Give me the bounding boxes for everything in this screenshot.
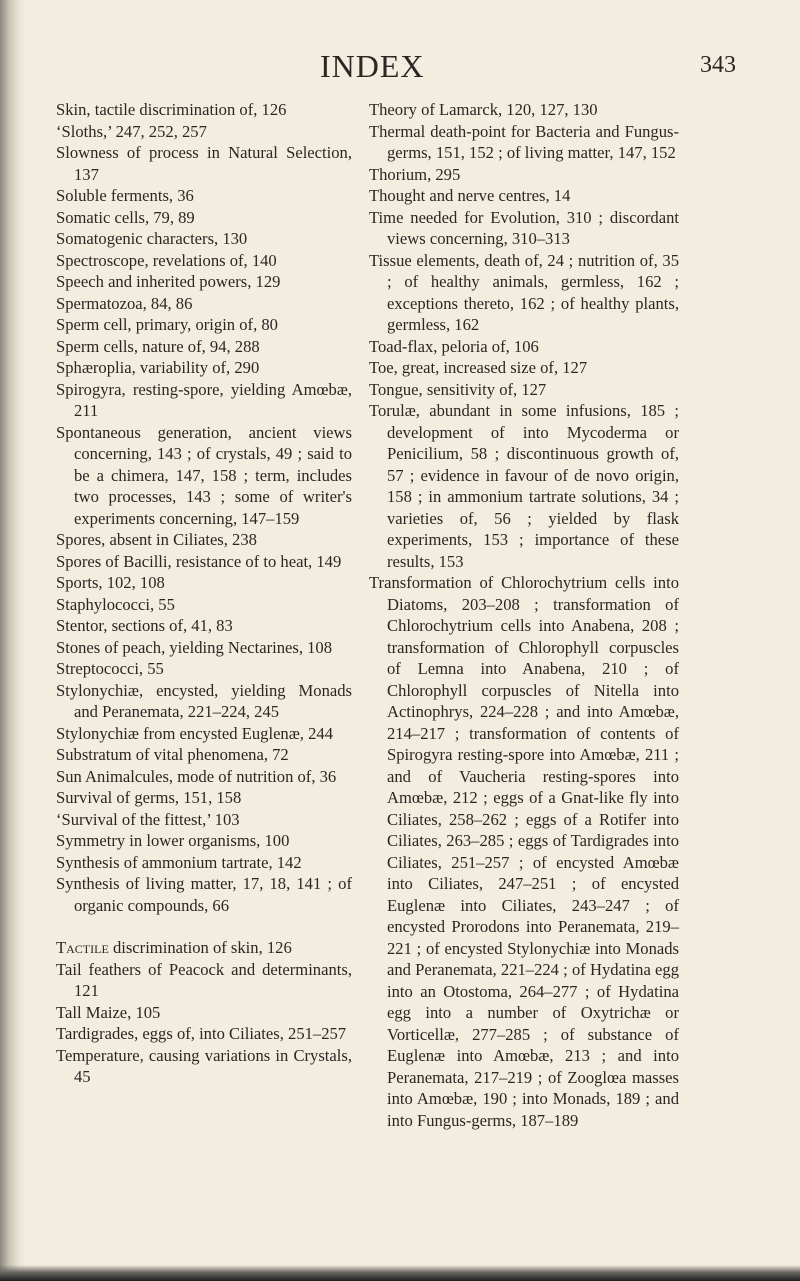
index-entry bbox=[56, 293, 352, 315]
index-entry bbox=[56, 551, 352, 573]
index-entry bbox=[56, 766, 352, 788]
index-entry-text: Survival of germs, 151, 158 bbox=[56, 788, 242, 807]
index-entry-text: Speech and inherited powers, 129 bbox=[56, 272, 281, 291]
index-entry-text: Sperm cells, nature of, 94, 288 bbox=[56, 336, 260, 356]
index-entry bbox=[369, 207, 679, 250]
index-entry bbox=[56, 744, 352, 766]
index-entry-text: Staphylococci, 55 bbox=[56, 594, 175, 614]
index-entry-text: Tardigrades, eggs of, into Ciliates, 251–257 bbox=[56, 1024, 347, 1043]
index-entry-text: Stylonychiæ from encysted Euglenæ, 244 bbox=[56, 723, 333, 743]
index-entry bbox=[56, 1023, 352, 1045]
index-column-left bbox=[56, 99, 352, 1088]
index-entry-text: Skin, tactile discrimination of, 126 bbox=[56, 100, 287, 119]
index-entry bbox=[56, 873, 352, 916]
index-entry-text: Soluble ferments, 36 bbox=[56, 186, 194, 205]
index-entry-text: Stylonychiæ, encysted, yielding Monads and Peranemata, 221–224, 245 bbox=[56, 680, 352, 721]
page-number: 343 bbox=[700, 52, 736, 78]
index-entry-text: Spermatozoa, 84, 86 bbox=[56, 293, 193, 313]
index-entry bbox=[56, 959, 352, 1002]
index-entry bbox=[56, 185, 352, 207]
index-entry-text: Spores, absent in Ciliates, 238 bbox=[56, 530, 257, 549]
index-entry-text: Synthesis of ammonium tartrate, 142 bbox=[56, 852, 302, 872]
index-entry bbox=[56, 615, 352, 637]
index-entry bbox=[56, 1045, 352, 1088]
page-bottom-edge bbox=[0, 1265, 800, 1281]
index-entry-text: Tissue elements, death of, 24 ; nutrition of, 35 ; of healthy animals, germless, 162 ; exceptions thereto, 162 ; of healthy plants, germless, 162 bbox=[369, 250, 679, 334]
running-head bbox=[0, 48, 800, 88]
index-entry-text: Torulæ, abundant in some infusions, 185 ; development of into Mycoderma or Penicilium, 58 ; discontinuous growth of, 57 ; evidence in favour of de novo origin, 158 ; in ammonium tartrate solutions, 34 ; varieties of, 56 ; yielded by flask experiments, 153 ; importance of these results, 153 bbox=[369, 401, 679, 571]
index-entry bbox=[369, 357, 679, 379]
page-gutter-shadow bbox=[0, 0, 26, 1281]
index-entry-text: Streptococci, 55 bbox=[56, 659, 164, 678]
index-entry bbox=[369, 336, 679, 358]
index-entry-text: Synthesis of living matter, 17, 18, 141 ; of organic compounds, 66 bbox=[56, 874, 352, 915]
index-entry-text: Spirogyra, resting-spore, yielding Amœbæ, 211 bbox=[56, 379, 352, 420]
index-entry-text: Tail feathers of Peacock and determinants, 121 bbox=[56, 959, 352, 1000]
index-entry bbox=[56, 142, 352, 185]
index-entry bbox=[56, 830, 352, 852]
index-entry bbox=[56, 207, 352, 229]
index-entry-text: ‘Survival of the fittest,’ 103 bbox=[56, 809, 240, 829]
index-entry-text: Toe, great, increased size of, 127 bbox=[369, 358, 588, 377]
index-entry bbox=[369, 572, 679, 1131]
index-entry bbox=[56, 680, 352, 723]
index-entry bbox=[369, 164, 679, 186]
index-entry-text: Temperature, causing variations in Crystals, 45 bbox=[56, 1045, 352, 1086]
index-entry bbox=[56, 336, 352, 358]
index-column-right bbox=[369, 99, 679, 1131]
index-entry bbox=[369, 121, 679, 164]
index-entry-text: Thermal death-point for Bacteria and Fungus-germs, 151, 152 ; of living matter, 147, 152 bbox=[369, 121, 679, 162]
index-entry bbox=[369, 185, 679, 207]
index-entry-text: Somatic cells, 79, 89 bbox=[56, 207, 195, 227]
index-entry-text: Spores of Bacilli, resistance of to heat, 149 bbox=[56, 551, 342, 571]
index-entry bbox=[56, 787, 352, 809]
index-entry-text: Spectroscope, revelations of, 140 bbox=[56, 250, 277, 270]
index-entry-text: Spontaneous generation, ancient views concerning, 143 ; of crystals, 49 ; said to be a chimera, 147, 158 ; term, includes two processes, 143 ; some of writer's experiments concerning, 147–159 bbox=[56, 422, 352, 528]
index-entry-text: Tongue, sensitivity of, 127 bbox=[369, 379, 547, 399]
index-entry bbox=[56, 379, 352, 422]
index-entry-text: Stones of peach, yielding Nectarines, 108 bbox=[56, 637, 333, 657]
index-entry-text: Sun Animalcules, mode of nutrition of, 36 bbox=[56, 766, 337, 786]
index-entry-lead-word: Tactile bbox=[56, 938, 109, 957]
index-entry bbox=[369, 250, 679, 336]
index-entry bbox=[369, 400, 679, 572]
index-entry-text: Theory of Lamarck, 120, 127, 130 bbox=[369, 100, 598, 119]
index-entry-text: Sperm cell, primary, origin of, 80 bbox=[56, 315, 278, 334]
index-entry bbox=[56, 228, 352, 250]
index-entry-text: discrimination of skin, 126 bbox=[108, 938, 292, 957]
index-entry bbox=[56, 99, 352, 121]
index-entry-text: Substratum of vital phenomena, 72 bbox=[56, 745, 289, 764]
page-title: INDEX bbox=[320, 48, 425, 84]
index-entry-text: Slowness of process in Natural Selection, 137 bbox=[56, 143, 352, 184]
index-entry bbox=[56, 422, 352, 530]
index-entry bbox=[56, 121, 352, 143]
index-entry bbox=[56, 1002, 352, 1024]
index-entry-text: Sphæroplia, variability of, 290 bbox=[56, 358, 260, 377]
index-entry bbox=[56, 723, 352, 745]
index-entry bbox=[369, 99, 679, 121]
index-entry bbox=[56, 572, 352, 594]
index-entry bbox=[56, 809, 352, 831]
index-entry-text: Somatogenic characters, 130 bbox=[56, 229, 248, 248]
index-entry bbox=[56, 314, 352, 336]
index-entry-text: Transformation of Chlorochytrium cells into Diatoms, 203–208 ; transformation of Chlorochytrium cells into Anabena, 208 ; transformation of Chlorophyll corpuscles of Lemna into Anabena, 210 ; of Chlorophyll corpuscles of Nitella into Actinophrys, 224–228 ; and into Amœbæ, 214–217 ; transformation of contents of Spirogyra resting-spore into Amœbæ, 211 ; and of Vaucheria resting-spores into Amœbæ, 212 ; eggs of a Gnat-like fly into Ciliates, 258–262 ; eggs of a Rotifer into Ciliates, 263–285 ; eggs of Tardigrades into Ciliates, 251–257 ; of encysted Amœbæ into Ciliates, 247–251 ; of encysted Euglenæ into Ciliates, 243–247 ; of encysted Prorodons into Peranemata, 219–221 ; of encysted Stylonychiæ into Monads and Peranemata, 221–224 ; of Hydatina egg into an Otostoma, 264–277 ; of Hydatina egg into a number of Oxytrichæ or Vorticellæ, 277–285 ; of substance of Euglenæ into Amœbæ, 213 ; and into Peranemata, 217–219 ; of Zooglœa masses into Amœbæ, 190 ; into Monads, 189 ; and into Fungus-germs, 187–189 bbox=[369, 573, 679, 1130]
index-entry-text: Symmetry in lower organisms, 100 bbox=[56, 831, 290, 850]
index-entry-text: ‘Sloths,’ 247, 252, 257 bbox=[56, 121, 207, 141]
index-entry-text: Stentor, sections of, 41, 83 bbox=[56, 616, 233, 635]
index-entry bbox=[56, 250, 352, 272]
index-entry-text: Toad-flax, peloria of, 106 bbox=[369, 336, 539, 356]
index-entry-text: Thought and nerve centres, 14 bbox=[369, 186, 571, 205]
index-entry bbox=[56, 658, 352, 680]
index-entry bbox=[56, 594, 352, 616]
index-entry bbox=[56, 637, 352, 659]
index-entry bbox=[56, 357, 352, 379]
index-entry bbox=[56, 529, 352, 551]
index-entry-text: Thorium, 295 bbox=[369, 164, 461, 184]
index-entry bbox=[56, 937, 352, 959]
index-entry-text: Sports, 102, 108 bbox=[56, 573, 165, 592]
index-entry-text: Time needed for Evolution, 310 ; discordant views concerning, 310–313 bbox=[369, 207, 679, 248]
index-entry-text: Tall Maize, 105 bbox=[56, 1002, 161, 1022]
index-entry bbox=[56, 271, 352, 293]
index-entry bbox=[56, 852, 352, 874]
index-entry bbox=[369, 379, 679, 401]
